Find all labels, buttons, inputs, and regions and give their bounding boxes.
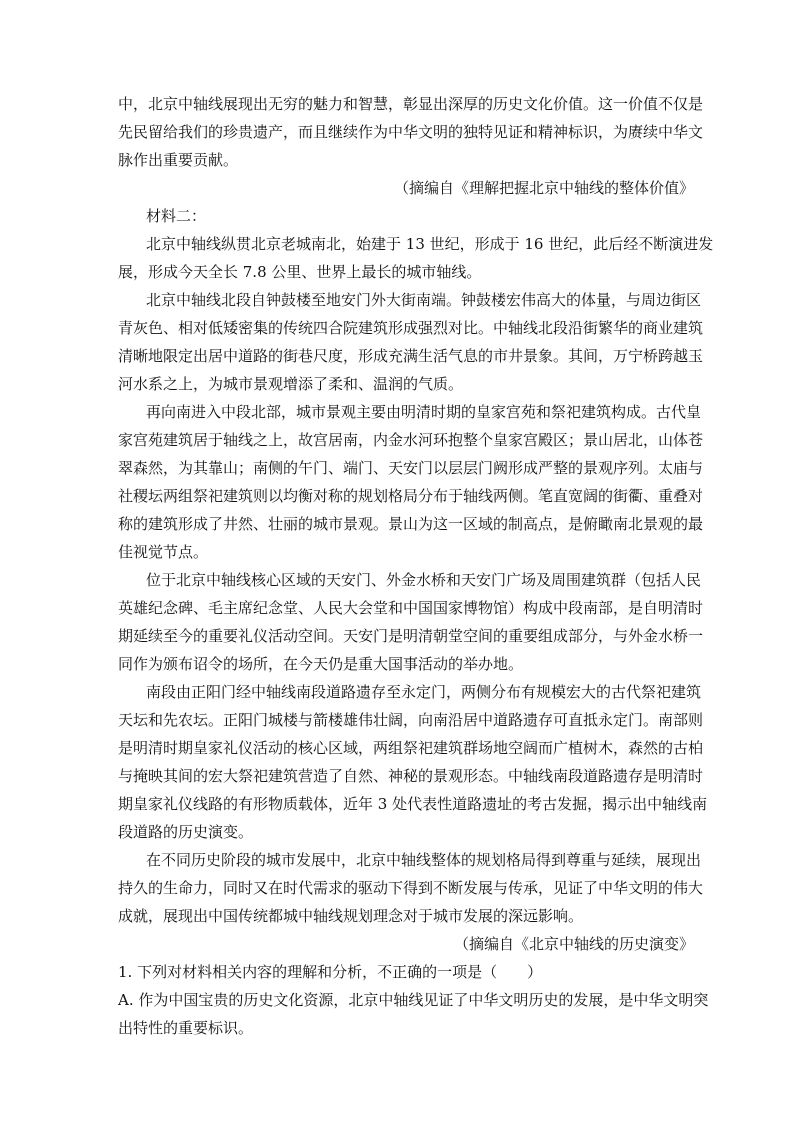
p5-line-3: 期延续至今的重要礼仪活动空间。天安门是明清朝堂空间的重要组成部分，与外金水桥一 [118,627,704,645]
p7-line-3: 成就，展现出中国传统都城中轴线规划理念对于城市发展的深远影响。 [118,907,584,925]
p6-line-1: 南段由正阳门经中轴线南段道路遗存至永定门，两侧分布有规模宏大的古代祭祀建筑 [146,683,702,701]
p4-line-4: 社稷坛两组祭祀建筑则以均衡对称的规划格局分布于轴线两侧。笔直宽阔的街衢、重叠对 [118,487,704,505]
p4-line-6: 佳视觉节点。 [118,543,209,561]
p6-line-2: 天坛和先农坛。正阳门城楼与箭楼雄伟壮阔，向南沿居中道路遗存可直抵永定门。南部则 [118,711,704,729]
p4-line-5: 称的建筑形成了井然、壮丽的城市景观。景山为这一区域的制高点，是俯瞰南北景观的最 [118,515,704,533]
p7-line-1: 在不同历史阶段的城市发展中，北京中轴线整体的规划格局得到尊重与延续，展现出 [146,851,702,869]
p3-line-2: 青灰色、相对低矮密集的传统四合院建筑形成强烈对比。中轴线北段沿街繁华的商业建筑 [118,319,704,337]
p3-line-4: 河水系之上，为城市景观增添了柔和、温润的气质。 [118,375,464,393]
p4-line-2: 家宫苑建筑居于轴线之上，故宫居南，内金水河环抱整个皇家宫殿区；景山居北，山体苍 [118,431,704,449]
p6-line-5: 期皇家礼仪线路的有形物质载体，近年 3 处代表性道路遗址的考古发掘，揭示出中轴线南 [118,795,708,813]
p1-line-1: 中，北京中轴线展现出无穷的魅力和智慧，彰显出深厚的历史文化价值。这一价值不仅是 [118,95,704,113]
p3-line-3: 清晰地限定出居中道路的街巷尺度，形成充满生活气息的市井景象。其间，万宁桥跨越玉 [118,347,704,365]
material-2-label: 材料二： [146,207,207,225]
p5-line-4: 同作为颁布诏令的场所，在今天仍是重大国事活动的举办地。 [118,655,524,673]
option-a-line-2: 出特性的重要标识。 [118,1019,254,1037]
p1-line-3: 脉作出重要贡献。 [118,151,239,169]
p4-line-1: 再向南进入中段北部，城市景观主要由明清时期的皇家宫苑和祭祀建筑构成。古代皇 [146,403,702,421]
p6-line-4: 与掩映其间的宏大祭祀建筑营造了自然、神秘的景观形态。中轴线南段道路遗存是明清时 [118,767,704,785]
p5-line-2: 英雄纪念碑、毛主席纪念堂、人民大会堂和中国国家博物馆）构成中段南部，是自明清时 [118,599,704,617]
p6-line-6: 段道路的历史演变。 [118,823,254,841]
source-citation-2: （摘编自《北京中轴线的历史演变》 [453,935,694,953]
p1-line-2: 先民留给我们的珍贵遗产，而且继续作为中华文明的独特见证和精神标识，为赓续中华文 [118,123,704,141]
p5-line-1: 位于北京中轴线核心区域的天安门、外金水桥和天安门广场及周围建筑群（包括人民 [146,571,702,589]
question-1: 1. 下列对材料相关内容的理解和分析，不正确的一项是（ ） [118,963,543,981]
source-citation-1: （摘编自《理解把握北京中轴线的整体价值》 [393,179,694,197]
option-a-line-1: A. 作为中国宝贵的历史文化资源，北京中轴线见证了中华文明历史的发展，是中华文明突 [118,991,709,1009]
p2-line-1: 北京中轴线纵贯北京老城南北，始建于 13 世纪，形成于 16 世纪，此后经不断演进发 [146,235,714,253]
p2-line-2: 展，形成今天全长 7.8 公里、世界上最长的城市轴线。 [118,263,482,281]
p4-line-3: 翠森然，为其靠山；南侧的午门、端门、天安门以层层门阙形成严整的景观序列。太庙与 [118,459,704,477]
p6-line-3: 是明清时期皇家礼仪活动的核心区域，两组祭祀建筑群场地空阔而广植树木，森然的古柏 [118,739,704,757]
p3-line-1: 北京中轴线北段自钟鼓楼至地安门外大街南端。钟鼓楼宏伟高大的体量，与周边街区 [146,291,702,309]
p7-line-2: 持久的生命力，同时又在时代需求的驱动下得到不断发展与传承，见证了中华文明的伟大 [118,879,704,897]
